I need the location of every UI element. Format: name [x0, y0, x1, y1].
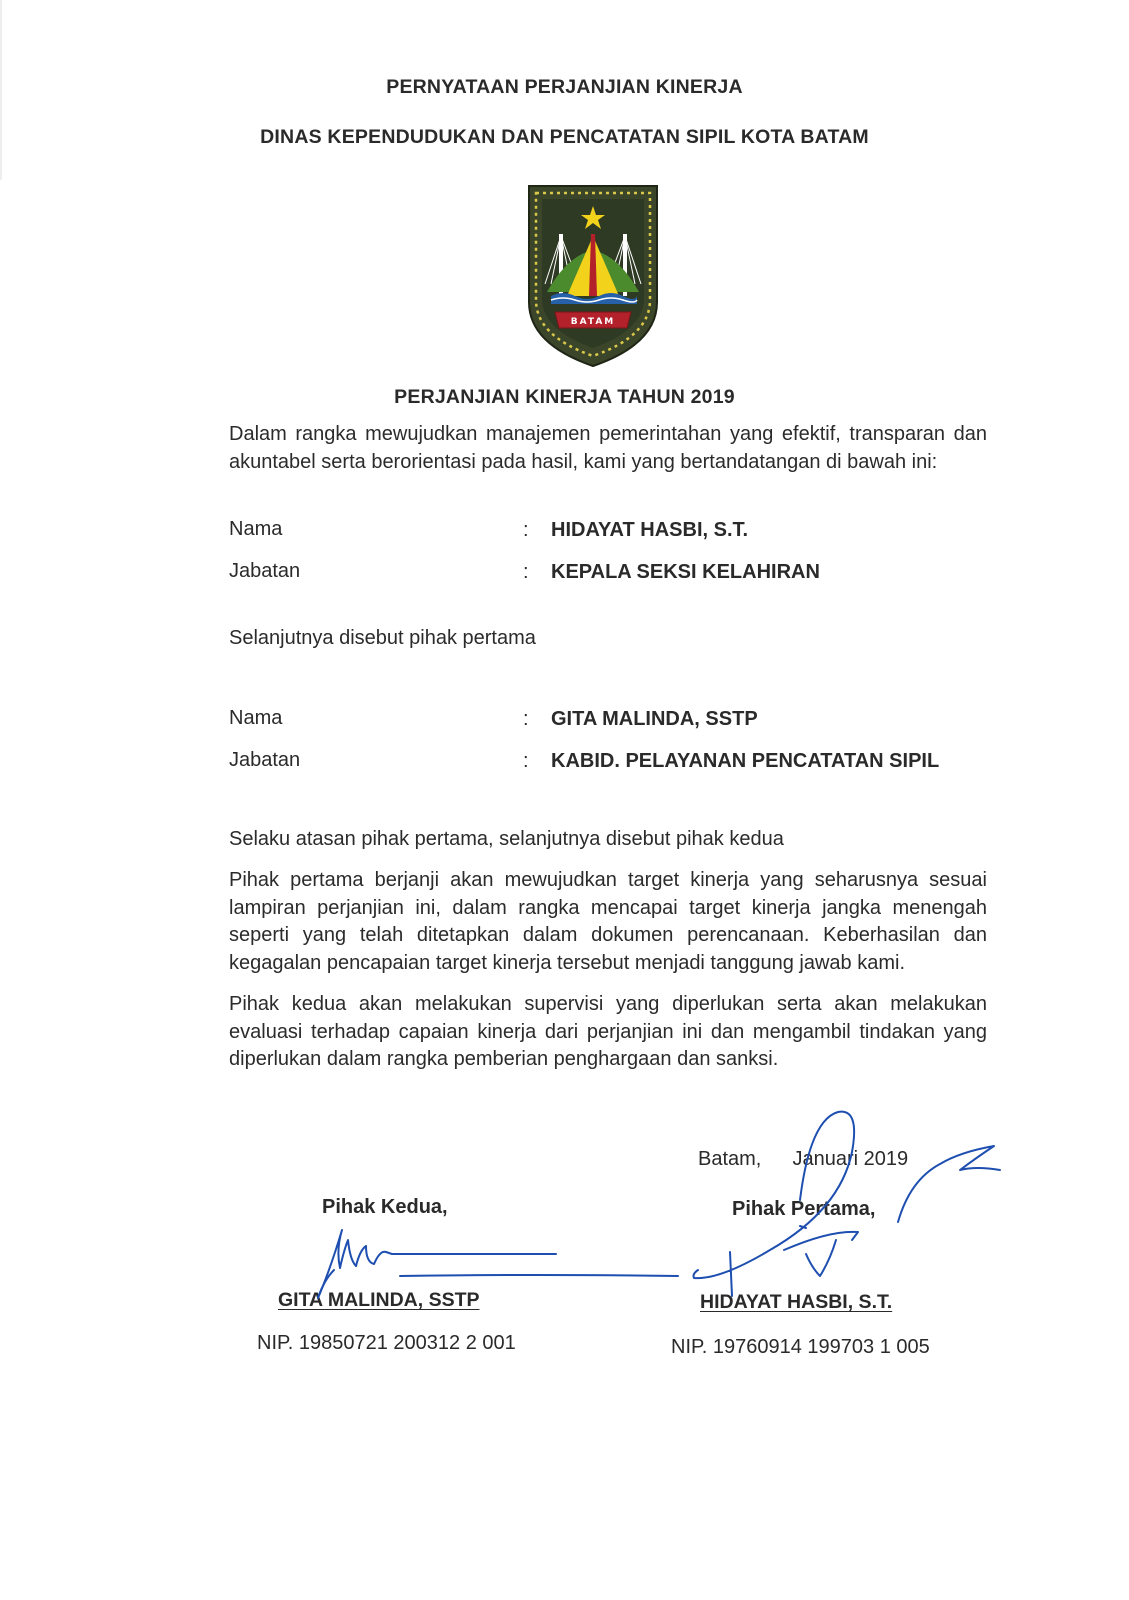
pihak-pertama-signature-name: HIDAYAT HASBI, S.T. [700, 1291, 893, 1313]
pihak-kedua-nip: NIP. 19850721 200312 2 001 [257, 1332, 516, 1354]
pihak-kedua-nama-colon: : [523, 708, 529, 730]
commitment-paragraph: Pihak pertama berjanji akan mewujudkan target kinerja yang seharusnya sesuai lampiran perjanjian ini, dalam rangka mencapai target kinerja jangka menengah seperti yang telah ditetapkan dalam dokumen perencanaan. Keberhasilan dan kegagalan pencapaian target kinerja tersebut menjadi tanggung jawab kami. [229, 869, 987, 974]
pihak-kedua-jabatan-colon: : [523, 750, 529, 772]
pihak-pertama-nama-label: Nama [229, 518, 283, 540]
document-title: PERNYATAAN PERJANJIAN KINERJA [386, 76, 743, 98]
svg-text:BATAM: BATAM [570, 317, 616, 327]
pihak-pertama-role: Pihak Pertama, [732, 1198, 876, 1220]
pihak-kedua-signature [318, 1230, 556, 1298]
pihak-kedua-nama-label: Nama [229, 707, 283, 729]
pihak-kedua-note: Selaku atasan pihak pertama, selanjutnya disebut pihak kedua [229, 828, 784, 850]
pihak-pertama-jabatan-label: Jabatan [229, 560, 301, 582]
place-date-month: Januari 2019 [792, 1148, 909, 1170]
pihak-kedua-jabatan: KABID. PELAYANAN PENCATATAN SIPIL [551, 750, 940, 772]
supervision-paragraph: Pihak kedua akan melakukan supervisi yang diperlukan serta akan melakukan evaluasi terhadap capaian kinerja dari perjanjian ini dan mengambil tindakan yang diperlukan dalam rangka pemberian penghargaan dan sanksi. [229, 993, 987, 1070]
pihak-pertama-jabatan-colon: : [523, 561, 529, 583]
pihak-pertama-note: Selanjutnya disebut pihak pertama [229, 627, 536, 649]
intro-paragraph: Dalam rangka mewujudkan manajemen pemerintahan yang efektif, transparan dan akuntabel serta berorientasi pada hasil, kami yang bertandatangan di bawah ini: [229, 423, 987, 473]
agency-title: DINAS KEPENDUDUKAN DAN PENCATATAN SIPIL KOTA BATAM [260, 126, 869, 148]
pihak-pertama-nama: HIDAYAT HASBI, S.T. [551, 519, 749, 541]
pihak-pertama-signature [694, 1112, 859, 1296]
pihak-kedua-signature-name: GITA MALINDA, SSTP [278, 1289, 480, 1311]
pihak-kedua-nama: GITA MALINDA, SSTP [551, 708, 758, 730]
pihak-kedua-role: Pihak Kedua, [322, 1196, 448, 1218]
pihak-pertama-nip: NIP. 19760914 199703 1 005 [671, 1336, 930, 1358]
pihak-kedua-jabatan-label: Jabatan [229, 749, 301, 771]
place-city: Batam, [698, 1148, 762, 1170]
batam-emblem [527, 184, 659, 368]
pihak-pertama-jabatan: KEPALA SEKSI KELAHIRAN [551, 561, 820, 583]
pihak-pertama-nama-colon: : [523, 519, 529, 541]
section-title: PERJANJIAN KINERJA TAHUN 2019 [394, 386, 735, 408]
handwritten-signatures [300, 1100, 1020, 1320]
